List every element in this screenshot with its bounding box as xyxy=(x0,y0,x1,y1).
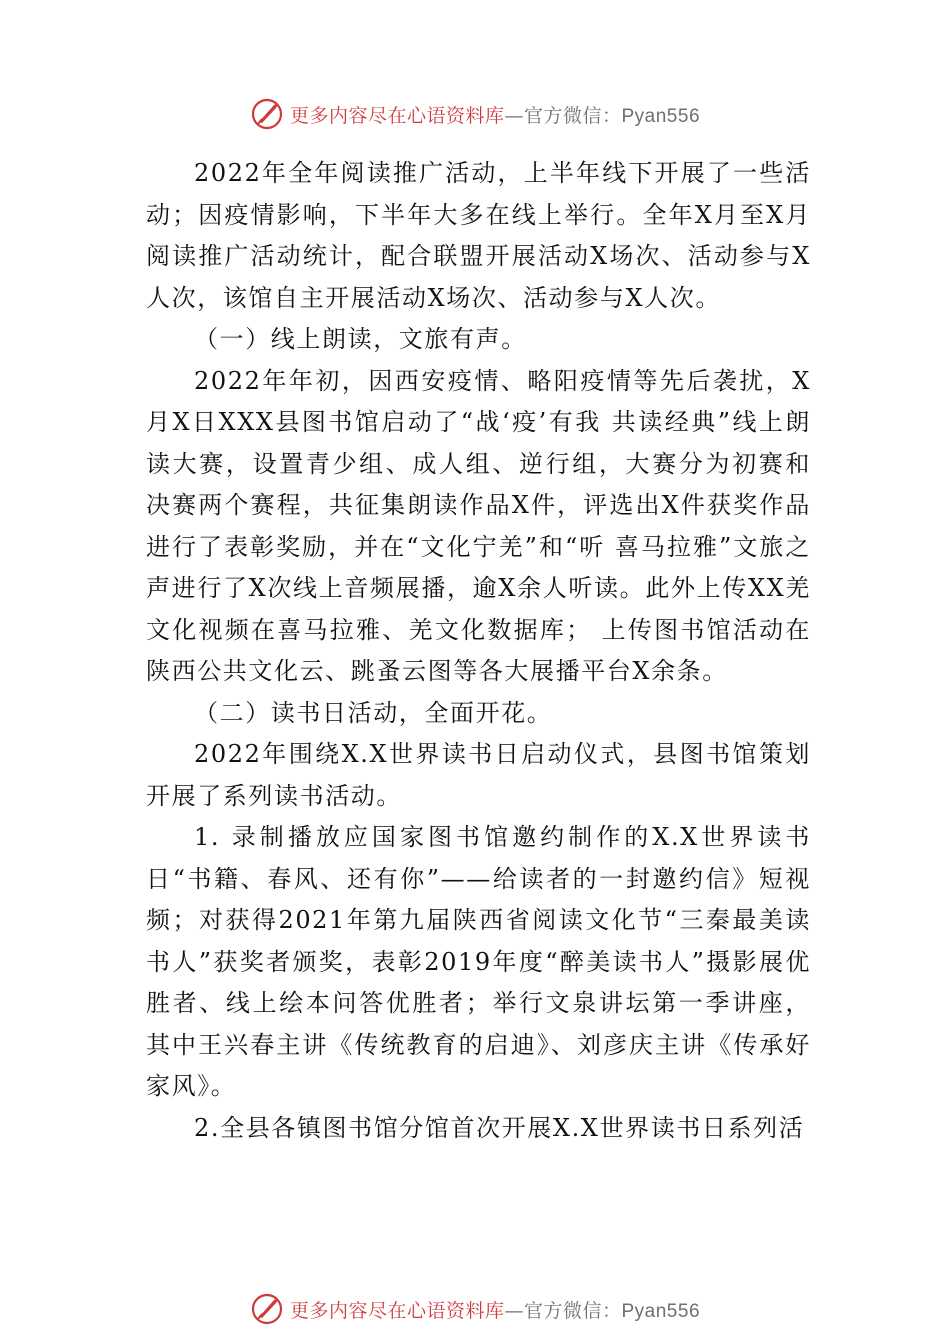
paragraph-item-1: 1. 录制播放应国家图书馆邀约制作的X.X世界读书日“书籍、春风、还有你”——给读者的一封邀约信》短视频；对获得2021年第九届陕西省阅读文化节“三秦最美读书人”获奖者颁奖，表彰2019年度“醉美读书人”摄影展优胜者、线上绘本问答优胜者；举行文泉讲坛第一季讲座，其中王兴春主讲《传统教育的启迪》、刘彦庆主讲《传承好家风》。 xyxy=(146,823,811,1100)
watermark-contact-prefix: —官方微信： xyxy=(504,104,622,127)
section-heading-online-reading: （一）线上朗读，文旅有声。 xyxy=(194,325,527,353)
paragraph-item-2: 2.全县各镇图书馆分馆首次开展X.X世界读书日系列活 xyxy=(194,1113,805,1142)
watermark-contact-prefix: —官方微信： xyxy=(504,1299,622,1322)
header-watermark xyxy=(0,94,950,134)
paragraph-online-reading: 2022年年初，因西安疫情、略阳疫情等先后袭扰，X月X日XXX县图书馆启动了“战‘疫’有我 共读经典”线上朗读大赛，设置青少组、成人组、逆行组，大赛分为初赛和决赛两个赛程，共征集朗读作品X件，评选出X件获奖作品进行了表彰奖励，并在“文化宁羌”和“听 喜马拉雅”文旅之声进行了X次线上音频展播，逾X余人听读。此外上传XX羌文化视频在喜马拉雅、羌文化数据库； 上传图书馆活动在陕西公共文化云、跳蚤云图等各大展播平台X余条。 xyxy=(146,366,811,685)
quill-logo-icon xyxy=(250,1292,284,1326)
footer-watermark xyxy=(0,1289,950,1329)
watermark-brand: 更多内容尽在心语资料库 xyxy=(289,1299,505,1322)
watermark-brand: 更多内容尽在心语资料库 xyxy=(289,104,505,127)
section-heading-reading-day: （二）读书日活动，全面开花。 xyxy=(194,698,553,727)
document-body xyxy=(146,153,811,1149)
quill-logo-icon xyxy=(250,97,284,131)
paragraph-reading-day-intro: 2022年围绕X.X世界读书日启动仪式，县图书馆策划开展了系列读书活动。 xyxy=(146,740,811,810)
paragraph-summary: 2022年全年阅读推广活动，上半年线下开展了一些活动；因疫情影响，下半年大多在线上举行。全年X月至X月阅读推广活动统计，配合联盟开展活动X场次、活动参与X人次，该馆自主开展活动X场次、活动参与X人次。 xyxy=(146,159,811,312)
watermark-contact-id: Pyan556 xyxy=(621,105,701,127)
watermark-contact-id: Pyan556 xyxy=(621,1300,701,1322)
